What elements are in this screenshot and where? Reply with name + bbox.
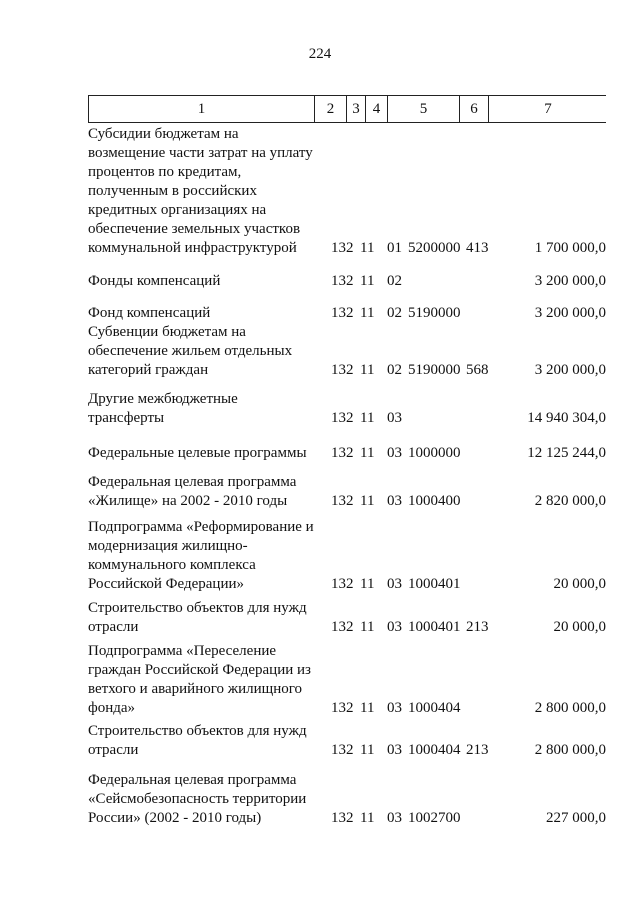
description-line: Федеральные целевые программы (88, 445, 307, 461)
description-line: «Жилище» на 2002 - 2010 годы (88, 493, 288, 509)
amount-cell: 12 125 244,0 (527, 445, 606, 461)
code-cell-c6: 213 (466, 742, 489, 758)
description-line: коммунального комплекса (88, 557, 256, 573)
code-cell-c2: 132 (331, 576, 354, 592)
description-line: Федеральная целевая программа (88, 772, 297, 788)
code-cell-c2: 132 (331, 305, 354, 321)
description-line: Федеральная целевая программа (88, 474, 297, 490)
code-cell-c2: 132 (331, 810, 354, 826)
description-line: Фонд компенсаций (88, 305, 211, 321)
description-line: категорий граждан (88, 362, 209, 378)
amount-cell: 20 000,0 (553, 576, 606, 592)
code-cell-c4: 03 (387, 700, 402, 716)
amount-cell: 227 000,0 (546, 810, 606, 826)
amount-cell: 3 200 000,0 (534, 273, 606, 289)
code-cell-c3: 11 (360, 810, 375, 826)
amount-cell: 2 800 000,0 (534, 742, 606, 758)
description-line: Подпрограмма «Переселение (88, 643, 277, 659)
description-line: Субвенции бюджетам на (88, 324, 246, 340)
code-cell-c2: 132 (331, 619, 354, 635)
header-col-1: 1 (89, 96, 315, 122)
description-line: модернизация жилищно- (88, 538, 248, 554)
amount-cell: 20 000,0 (553, 619, 606, 635)
description-line: обеспечение жильем отдельных (88, 343, 293, 359)
code-cell-c4: 03 (387, 445, 402, 461)
description-line: полученным в российских (88, 183, 257, 199)
row-description (88, 771, 326, 828)
page-number: 224 (308, 46, 332, 62)
code-cell-c4: 03 (387, 576, 402, 592)
code-cell-c3: 11 (360, 742, 375, 758)
code-cell-c5: 1000404 (408, 742, 461, 758)
code-cell-c5: 1000404 (408, 700, 461, 716)
code-cell-c3: 11 (360, 273, 375, 289)
code-cell-c2: 132 (331, 410, 354, 426)
description-line: процентов по кредитам, (88, 164, 242, 180)
code-cell-c4: 02 (387, 305, 402, 321)
amount-cell: 14 940 304,0 (527, 410, 606, 426)
code-cell-c6: 213 (466, 619, 489, 635)
code-cell-c4: 03 (387, 810, 402, 826)
description-line: «Сейсмобезопасность территории (88, 791, 307, 807)
code-cell-c4: 03 (387, 410, 402, 426)
code-cell-c2: 132 (331, 273, 354, 289)
code-cell-c6: 568 (466, 362, 489, 378)
description-line: Строительство объектов для нужд (88, 600, 307, 616)
description-line: России» (2002 - 2010 годы) (88, 810, 262, 826)
code-cell-c5: 1000401 (408, 619, 461, 635)
code-cell-c5: 1000000 (408, 445, 461, 461)
code-cell-c3: 11 (360, 493, 375, 509)
code-cell-c2: 132 (331, 240, 354, 256)
amount-cell: 2 820 000,0 (534, 493, 606, 509)
amount-cell: 3 200 000,0 (534, 362, 606, 378)
description-line: Подпрограмма «Реформирование и (88, 519, 314, 535)
code-cell-c2: 132 (331, 493, 354, 509)
header-col-5: 5 (388, 96, 460, 122)
code-cell-c4: 03 (387, 619, 402, 635)
description-line: трансферты (88, 410, 165, 426)
code-cell-c3: 11 (360, 700, 375, 716)
code-cell-c3: 11 (360, 305, 375, 321)
amount-cell: 1 700 000,0 (534, 240, 606, 256)
code-cell-c2: 132 (331, 445, 354, 461)
code-cell-c2: 132 (331, 362, 354, 378)
code-cell-c2: 132 (331, 700, 354, 716)
code-cell-c3: 11 (360, 240, 375, 256)
code-cell-c2: 132 (331, 742, 354, 758)
amount-cell: 3 200 000,0 (534, 305, 606, 321)
code-cell-c5: 1002700 (408, 810, 461, 826)
description-line: Другие межбюджетные (88, 391, 238, 407)
code-cell-c3: 11 (360, 362, 375, 378)
code-cell-c5: 1000401 (408, 576, 461, 592)
description-line: Субсидии бюджетам на (88, 126, 239, 142)
header-col-7: 7 (544, 101, 552, 117)
description-line: Российской Федерации» (88, 576, 245, 592)
description-line: Фонды компенсаций (88, 273, 221, 289)
code-cell-c3: 11 (360, 410, 375, 426)
header-col-3: 3 (347, 96, 366, 122)
code-cell-c4: 03 (387, 493, 402, 509)
description-line: ветхого и аварийного жилищного (88, 681, 303, 697)
code-cell-c5: 1000400 (408, 493, 461, 509)
description-line: возмещение части затрат на уплату (88, 145, 313, 161)
code-cell-c3: 11 (360, 619, 375, 635)
description-line: кредитных организациях на (88, 202, 267, 218)
code-cell-c3: 11 (360, 576, 375, 592)
code-cell-c4: 01 (387, 240, 402, 256)
amount-cell: 2 800 000,0 (534, 700, 606, 716)
code-cell-c6: 413 (466, 240, 489, 256)
description-line: отрасли (88, 742, 139, 758)
code-cell-c5: 5190000 (408, 362, 461, 378)
code-cell-c4: 03 (387, 742, 402, 758)
code-cell-c4: 02 (387, 362, 402, 378)
description-line: коммунальной инфраструктурой (88, 240, 297, 256)
description-line: обеспечение земельных участков (88, 221, 301, 237)
header-col-6: 6 (460, 96, 489, 122)
code-cell-c4: 02 (387, 273, 402, 289)
description-line: отрасли (88, 619, 139, 635)
code-cell-c5: 5200000 (408, 240, 461, 256)
description-line: фонда» (88, 700, 136, 716)
description-line: граждан Российской Федерации из (88, 662, 311, 678)
code-cell-c5: 5190000 (408, 305, 461, 321)
description-line: Строительство объектов для нужд (88, 723, 307, 739)
header-col-2: 2 (315, 96, 347, 122)
header-col-4: 4 (366, 96, 388, 122)
code-cell-c3: 11 (360, 445, 375, 461)
